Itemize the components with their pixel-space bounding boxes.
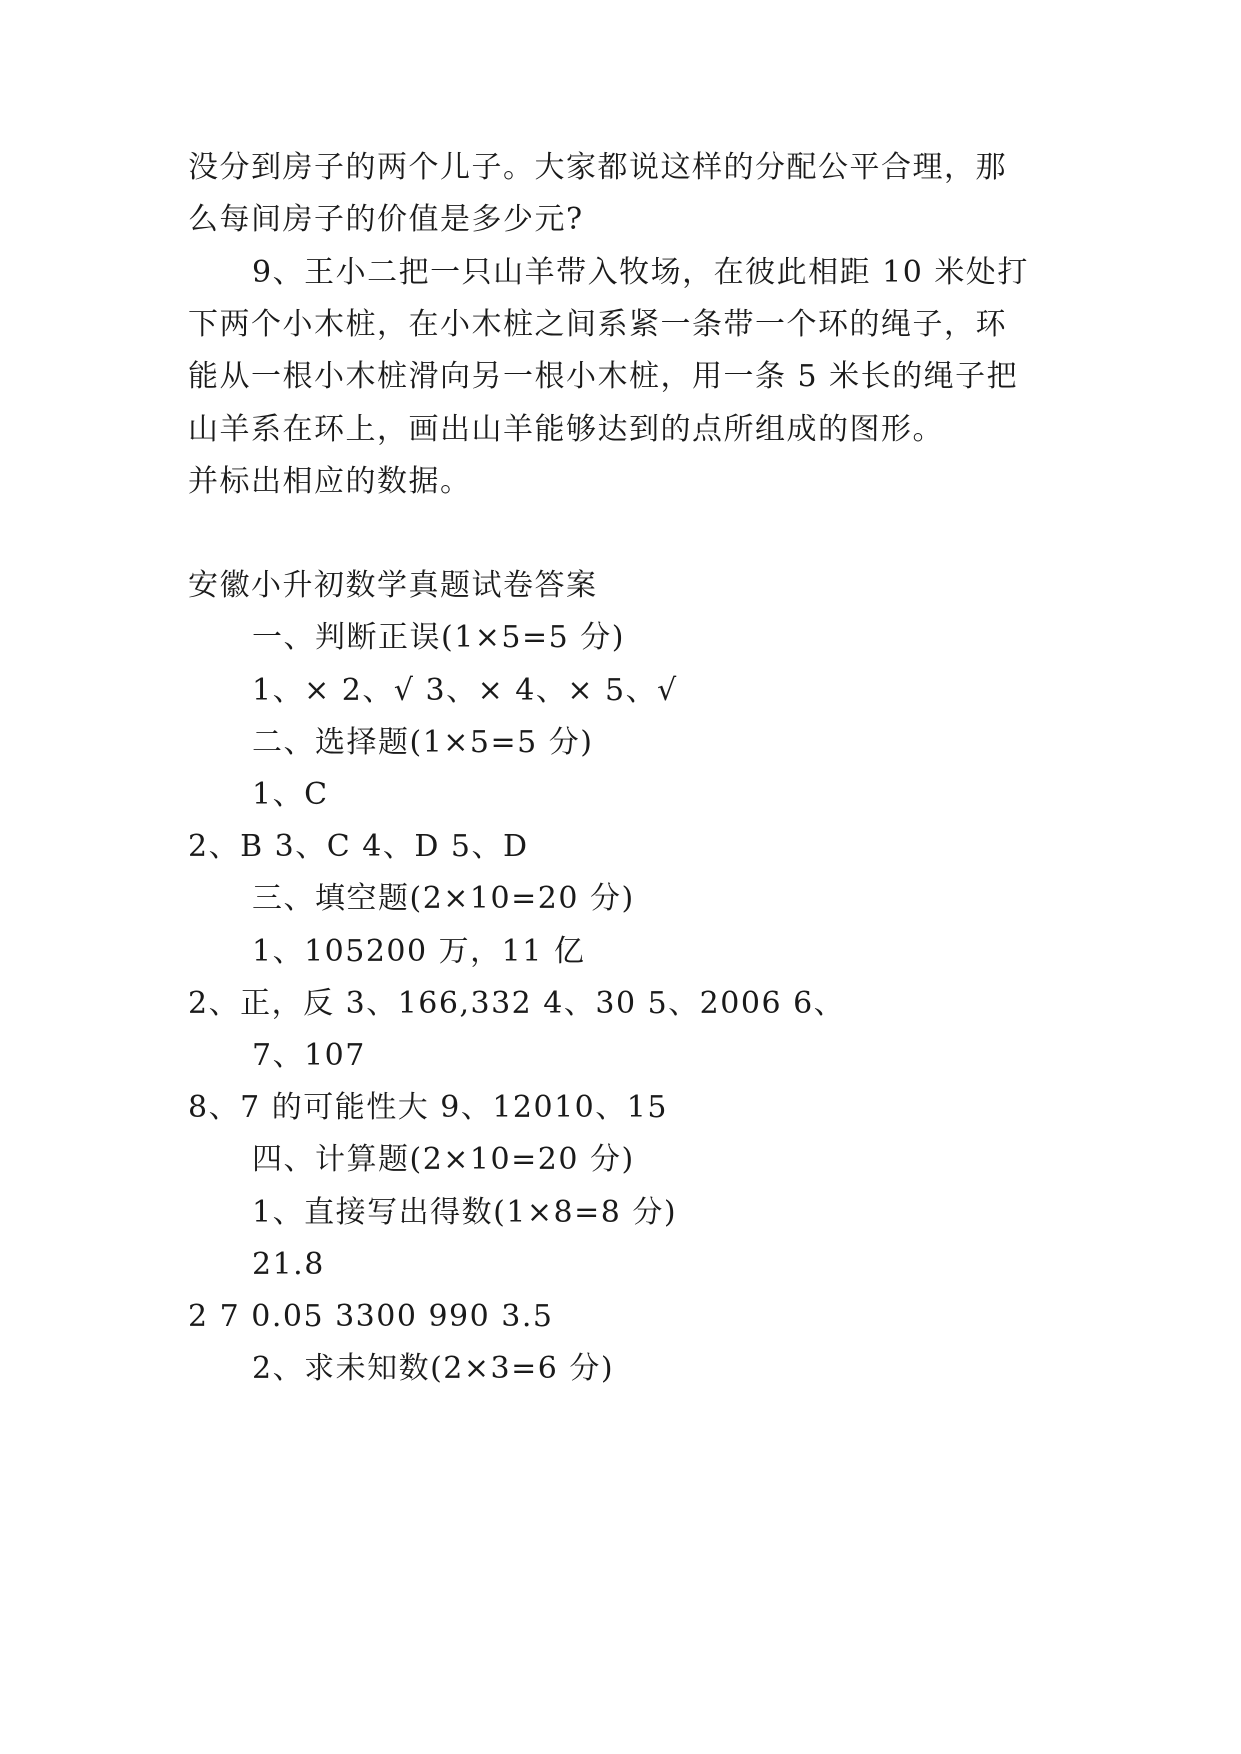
text-line: 没分到房子的两个儿子。大家都说这样的分配公平合理，那 [188, 150, 1007, 185]
subsection-heading: 1、直接写出得数(1×8=8 分) [252, 1195, 678, 1230]
section-heading-4: 四、计算题(2×10=20 分) [252, 1142, 635, 1177]
answer-section-title: 安徽小升初数学真题试卷答案 [188, 568, 598, 603]
section-heading-3: 三、填空题(2×10=20 分) [252, 881, 635, 916]
answer-line: 1、105200 万，11 亿 [252, 934, 586, 969]
answer-line: 1、× 2、√ 3、× 4、× 5、√ [252, 673, 678, 708]
text-line: 下两个小木桩，在小木桩之间系紧一条带一个环的绳子，环 [188, 307, 1007, 342]
answer-line: 2、B 3、C 4、D 5、D [188, 829, 529, 864]
question-9-line: 9、王小二把一只山羊带入牧场，在彼此相距 10 米处打 [252, 255, 1029, 290]
text-line: 能从一根小木桩滑向另一根小木桩，用一条 5 米长的绳子把 [188, 359, 1019, 394]
text-line: 山羊系在环上，画出山羊能够达到的点所组成的图形。 [188, 412, 944, 447]
answer-line: 2、正，反 3、166,332 4、30 5、2006 6、 [188, 986, 846, 1021]
text-line: 并标出相应的数据。 [188, 464, 472, 499]
answer-line: 21.8 [252, 1247, 325, 1282]
answer-line: 1、C [252, 777, 329, 812]
section-heading-2: 二、选择题(1×5=5 分) [252, 725, 594, 760]
subsection-heading: 2、求未知数(2×3=6 分) [252, 1351, 615, 1386]
text-line: 么每间房子的价值是多少元? [188, 202, 584, 237]
answer-line: 2 7 0.05 3300 990 3.5 [188, 1299, 554, 1334]
section-heading-1: 一、判断正误(1×5=5 分) [252, 620, 625, 655]
answer-line: 8、7 的可能性大 9、12010、15 [188, 1090, 668, 1125]
answer-line: 7、107 [252, 1038, 366, 1073]
